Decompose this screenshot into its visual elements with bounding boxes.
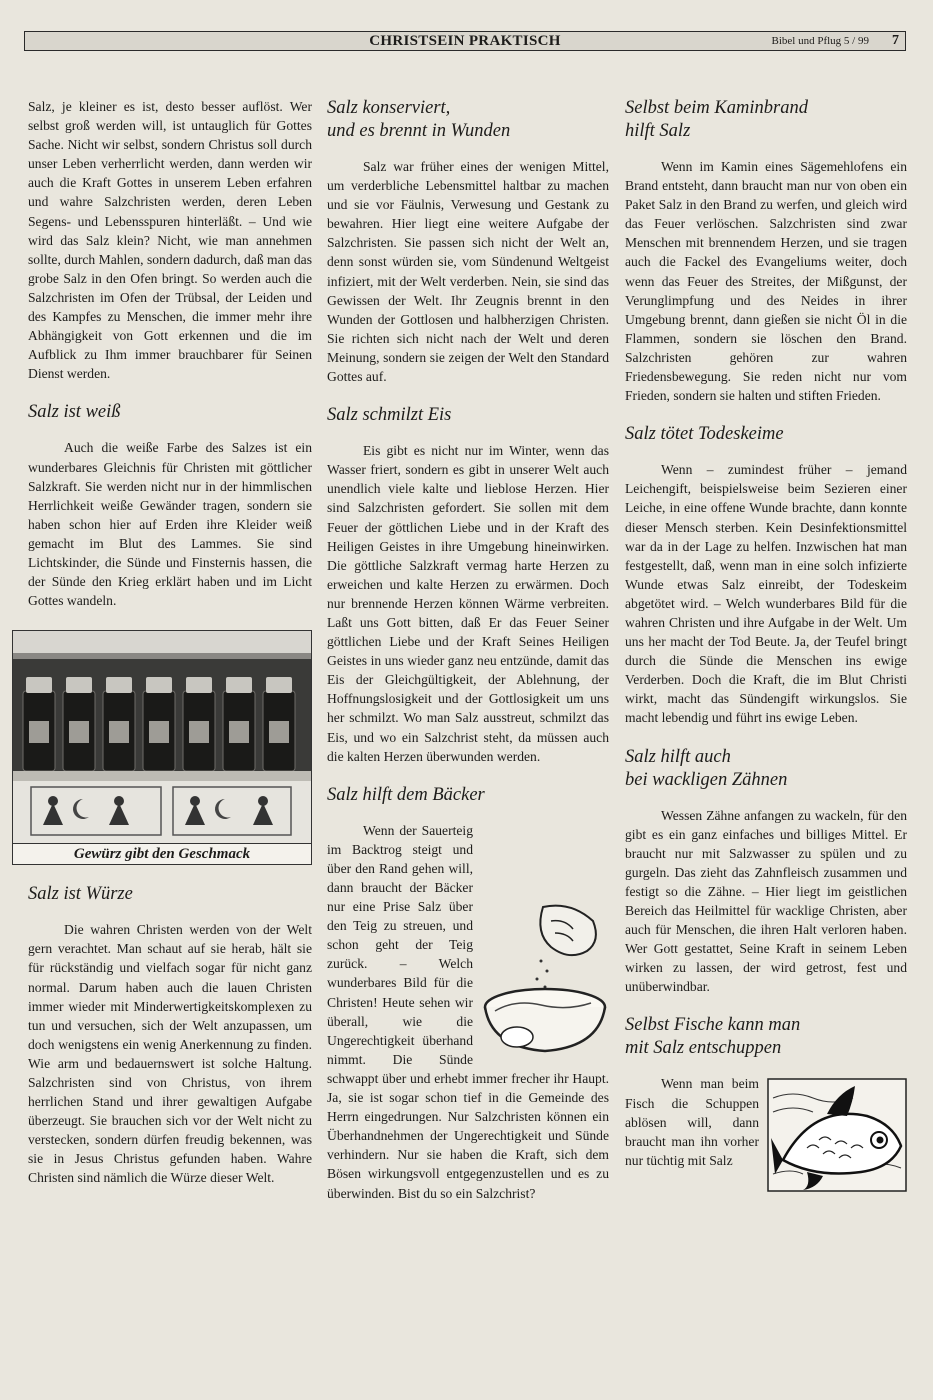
heading-wacklige-zaehne: Salz hilft auch bei wackligen Zähnen [625, 746, 788, 790]
body-paragraph: Eis gibt es nicht nur im Winter, wenn das Wasser friert, sondern es gibt in unserer Welt auch unendlich viele kalte und lieblose Herzen. Hier sind Salzchristen gefordert. Sie sollen mit dem Feuer der göttlichen Liebe und in der Kraft des Heiligen Geistes in ihre Umgebung hineinwirken. Die göttliche Salzkraft vermag harte Herzen zu erweichen und kalte Herzen zu erwärmen. Doch nur brennende Herzen können Wärme verbreiten. Laßt uns Gott bitten, daß Er das Feuer Seiner göttlichen Liebe und der Kraft Seines Heiligen Geistes in uns wieder ganz neu entzünde, damit das Eis der Gleichgültigkeit, der Ablehnung, der Hoffnungslosigkeit und der Gottlosigkeit um uns her schmilzt. Wo man Salz ausstreut, schmilzt das Eis, und wo ein Salzchrist steht, da müssen auch die kalten Herzen überwunden werden. [327, 443, 609, 764]
heading-kaminbrand: Selbst beim Kaminbrand hilft Salz [625, 98, 808, 141]
body-paragraph: Wenn – zumindest früher – jemand Leichengift, beispielsweise beim Sezieren einer Leiche, in eine offene Wunde brachte, dann konnte dieser Mensch sterben. Kein Desinfektionsmittel war da in der Lage zu helfen. Inzwischen hat man festgestellt, daß, wenn man in eine solch infizierte Wunde etwas Salz einreibt, der Todeskeim abgetötet wird. – Welch wunderbares Bild für die wahren Christen und ihre Aufgabe in der Welt. Um uns her macht der Tod Beute. Ja, der Teufel bringt durch die Sünde die Menschen ins ewige Verderben. Doch die Kraft, die im Blut Christi wirkt, macht das Sündengift wirkungslos. Sie macht lebendig und führt ins ewige Leben. [625, 462, 907, 726]
page-header [24, 31, 906, 51]
body-paragraph: Wessen Zähne anfangen zu wackeln, für den gibt es ein ganz einfaches und billiges Mittel. Er braucht nur mit Salzwasser zu spülen und zu gurgeln. Das zieht das Zahnfleisch zusammen und festigt so die Zähne. – Hier liegt im geistlichen Bereich das Heilmittel für wacklige Christen, aber auch für Menschen, die ihren Halt verloren haben. Wer Gott gestattet, Seine Kraft in seinem Leben wirken zu lassen, der wird getrost, fest und unüberwindbar. [625, 807, 907, 995]
body-paragraph: Wenn man beim Fisch die Schuppen ablösen will, dann braucht man ihn vorher nur tüchtig mit Salz [625, 1076, 759, 1168]
body-paragraph: Salz, je kleiner es ist, desto besser auflöst. Wer selbst groß werden will, ist untauglich für Gottes Sache. Nicht wir selbst, sondern Christus soll durch unser Leben verherrlicht werden, dann werden wir auch die Kraft Gottes in unserem Leben erfahren und wahre Salzchristen werden, deren Leben Segens- und Lebensspuren hinterläßt. – Und wie wird das Salz klein? Nicht, wie man annehmen sollte, durch Mahlen, sondern dadurch, daß man das grobe Salz in den Ofen bringt. So werden auch die Salzchristen im Ofen der Trübsal, der Leiden und des Kampfes zu Menschen, die immer mehr ihre Abhängigkeit von Gott erkennen und die im Aufblick zu Ihm immer brauchbarer für Seinen Dienst werden. [28, 99, 312, 382]
body-paragraph: Wenn im Kamin eines Sägemehlofens ein Brand entsteht, dann braucht man nur von oben ein Paket Salz in den Brand zu werfen, und gleich wird das Feuer verlöschen. Salzchristen sind zwar Menschen mit brennendem Herzen, und sie tragen auch die Fackel des Evangeliums weiter, doch wenn das Feuer des Streites, der Mißgunst, der Verunglimpfung und des Neides in ihrer Umgebung brennt, dann gießen sie nicht Öl in die Flammen, sondern sie löschen den Brand. Salzchristen gehören zur wahren Friedensbewegung. Sie reden nicht nur vom Frieden, sondern sie halten und stiften Frieden. [625, 159, 907, 404]
body-paragraph: Wenn der Sauerteig im Backtrog steigt und über den Rand gehen will, dann braucht der Bäcker nur eine Prise Salz über den Teig zu streuen, und schon geht der Teig zurück. – Welch wunderbares Bild für die Christen! Heute sehen wir überall, wie die Ungerechtigkeit überhand nimmt. Die Sünde schwappt über und erhebt immer frecher ihr Haupt. Ja, sie ist sogar schon tief in die Gemeinde des Herrn eingedrungen. Nur Salzchristen können ein Überhandnehmen der Ungerechtigkeit und Sünde verhindern. Nur sie haben die Kraft, sich dem Bösen wirkungsvoll entgegenzustellen und es zu überwinden. Bist du so ein Salzchrist? [327, 822, 609, 1201]
column-1 [28, 97, 312, 1387]
heading-salz-konserviert: Salz konserviert, und es brennt in Wunden [327, 98, 511, 141]
spice-rack-photo [13, 631, 311, 843]
section-title: CHRISTSEIN PRAKTISCH [369, 33, 561, 49]
heading-salz-ist-weiss: Salz ist weiß [28, 402, 121, 423]
fish-illustration [767, 1078, 907, 1192]
dough-illustration [481, 899, 609, 1057]
salt-on-dough-drawing [481, 899, 609, 1057]
figure-caption: Gewürz gibt den Geschmack [13, 843, 311, 864]
heading-salz-toetet-todeskeime: Salz tötet Todeskeime [625, 424, 784, 445]
body-paragraph: Salz war früher eines der wenigen Mittel, um verderbliche Lebensmittel haltbar zu machen und sie vor Fäulnis, Verwesung und Gestank zu bewahren. Hier liegt eine weitere Aufgabe der Salzchristen. Sie passen sich nicht der Welt an, denn sonst würden sie, vom Sündenund Weltgeist infiziert, mit der Welt verderben. Nein, sie sind das Gewissen der Welt. Ihr Zeugnis brennt in den Wunden der Gottlosen und halbherzigen Christen. Sie richten sich nicht nach der Welt und deren Meinung, sondern sie zeigen der Welt den Standard Gottes auf. [327, 159, 609, 385]
body-paragraph: Die wahren Christen werden von der Welt gern verachtet. Man schaut auf sie herab, hält sie für rückständig und vielfach sogar für nicht ganz normal. Darum haben auch die lauen Christen immer wieder mit Minderwertigkeitskomplexen zu tun und versuchen, sich der Welt anzupassen, um doch wenigstens ein wenig Anerkennung zu finden. Wie arm und bedauernswert ist solche Haltung. Salzchristen sind von Christus, von ihrem herrlichen Stand und ihrer gewaltigen Aufgabe überzeugt. Sie brauchen sich vor der Welt nicht zu verstecken, sondern dürfen freudig bekennen, was sie in Jesus Christus gefunden haben. Wahre Christen sind nämlich die Würze dieser Welt. [28, 922, 312, 1186]
column-3 [625, 97, 907, 1387]
spice-rack-figure [12, 630, 312, 865]
page-number: 7 [892, 33, 899, 48]
heading-salz-hilft-dem-baecker: Salz hilft dem Bäcker [327, 784, 485, 805]
heading-salz-schmilzt-eis: Salz schmilzt Eis [327, 405, 452, 426]
column-2 [327, 97, 609, 1387]
body-paragraph: Auch die weiße Farbe des Salzes ist ein wunderbares Gleichnis für Christen mit göttlicher Salzkraft. Sie werden nicht nur in der himmlischen Herrlichkeit weiße Gewänder tragen, sondern sie haben schon hier auf Erden ihre Kleider weiß gemacht im Blut des Lammes. Sie sind Lichtskinder, die Sünde und Finsternis hassen, die der Sünde den Krieg erklärt haben und im Licht Gottes wandeln. [28, 440, 312, 609]
heading-salz-ist-wuerze: Salz ist Würze [28, 884, 133, 905]
publication-info: Bibel und Pflug 5 / 99 [771, 35, 869, 47]
heading-fische-entschuppen: Selbst Fische kann man mit Salz entschuppen [625, 1015, 801, 1059]
fish-drawing [767, 1078, 907, 1192]
